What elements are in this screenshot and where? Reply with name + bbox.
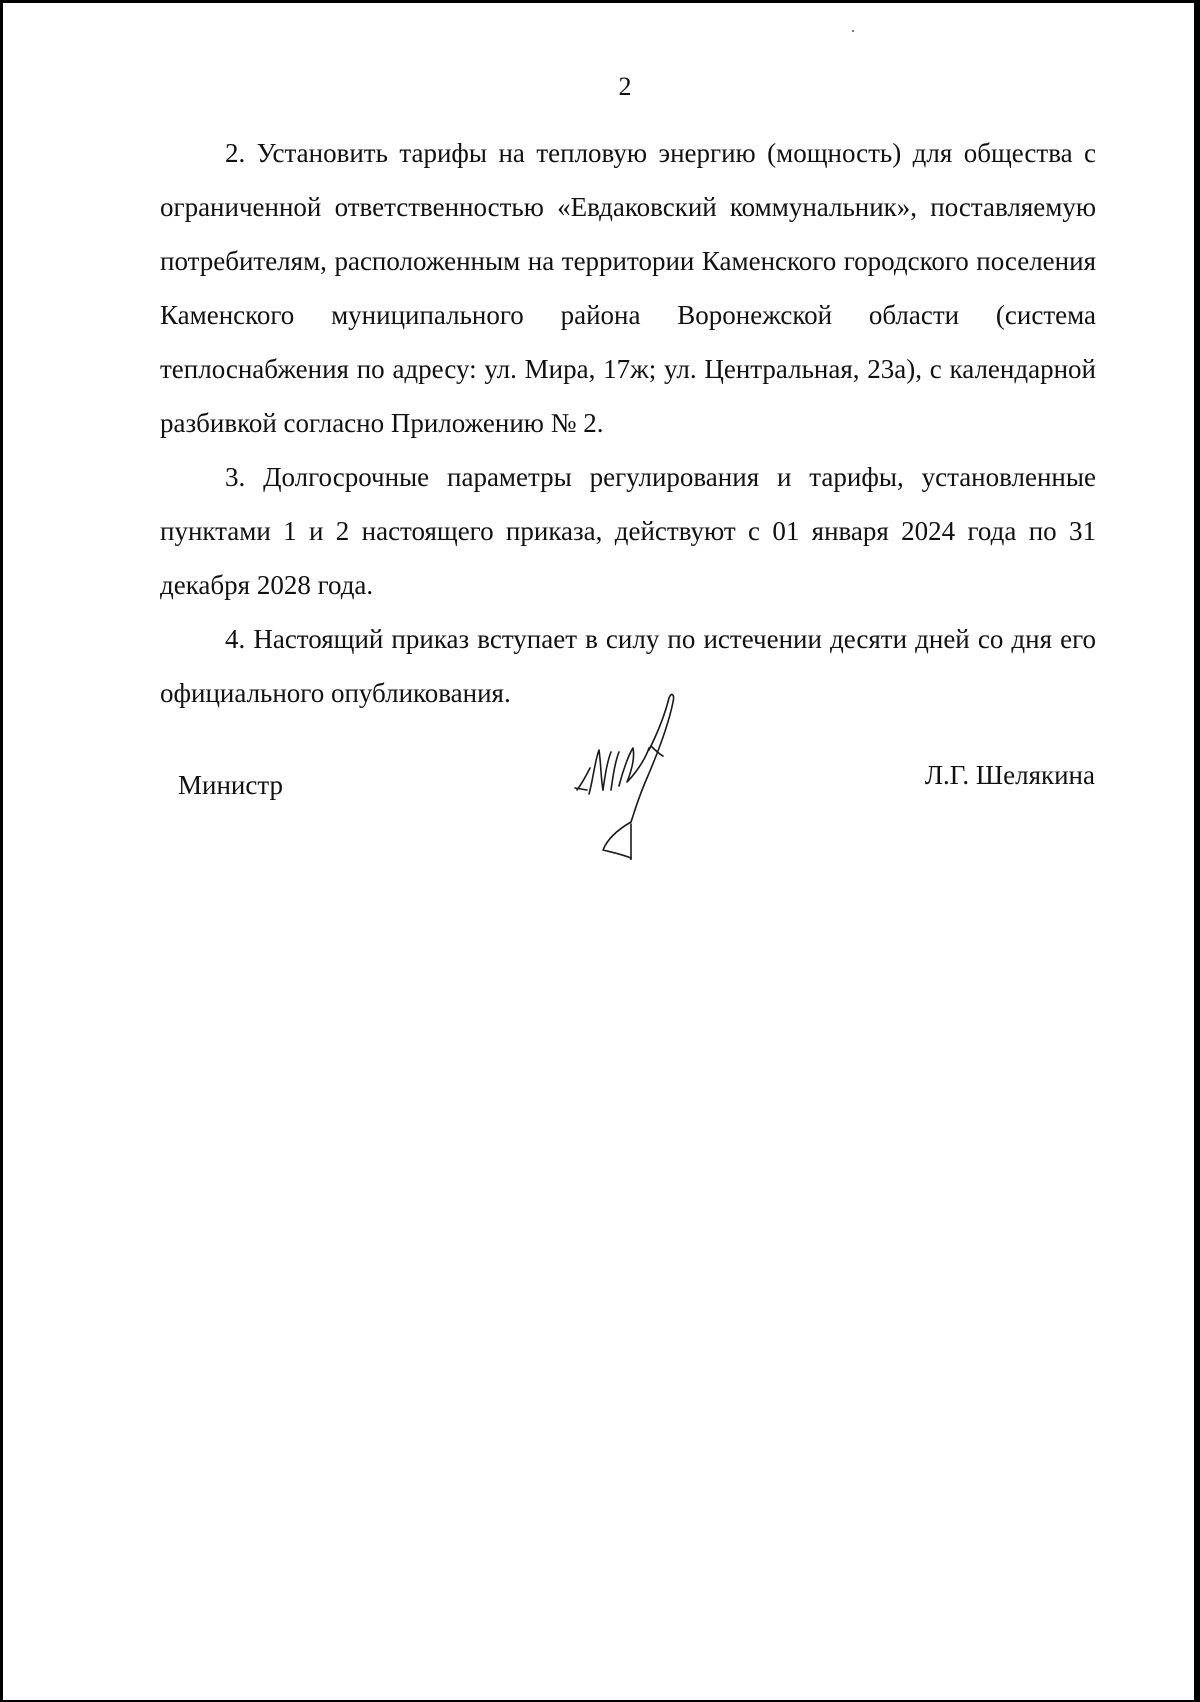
document-body <box>160 126 1096 720</box>
signatory-name: Л.Г. Шелякина <box>924 760 1095 790</box>
paragraph-2: 2. Установить тарифы на тепловую энергию (мощность) для общества с ограниченной ответственностью «Евдаковский коммунальник», поставляемую потребителям, расположенным на территории Каменского городского поселения Каменского муниципального района Воронежской области (система теплоснабжения по адресу: ул. Мира, 17ж; ул. Центральная, 23а), с календарной разбивкой согласно Приложению № 2. <box>160 138 1096 438</box>
paragraph-4: 4. Настоящий приказ вступает в силу по истечении десяти дней со дня его официального опубликования. <box>160 624 1096 708</box>
paragraph-3: 3. Долгосрочные параметры регулирования и тарифы, установленные пунктами 1 и 2 настоящего приказа, действуют с 01 января 2024 года по 31 декабря 2028 года. <box>160 462 1096 600</box>
page-number: 2 <box>618 72 632 101</box>
scan-speck <box>852 30 854 32</box>
signature-block <box>0 690 1200 870</box>
signatory-title: Министр <box>178 770 283 800</box>
handwritten-signature <box>565 690 705 860</box>
